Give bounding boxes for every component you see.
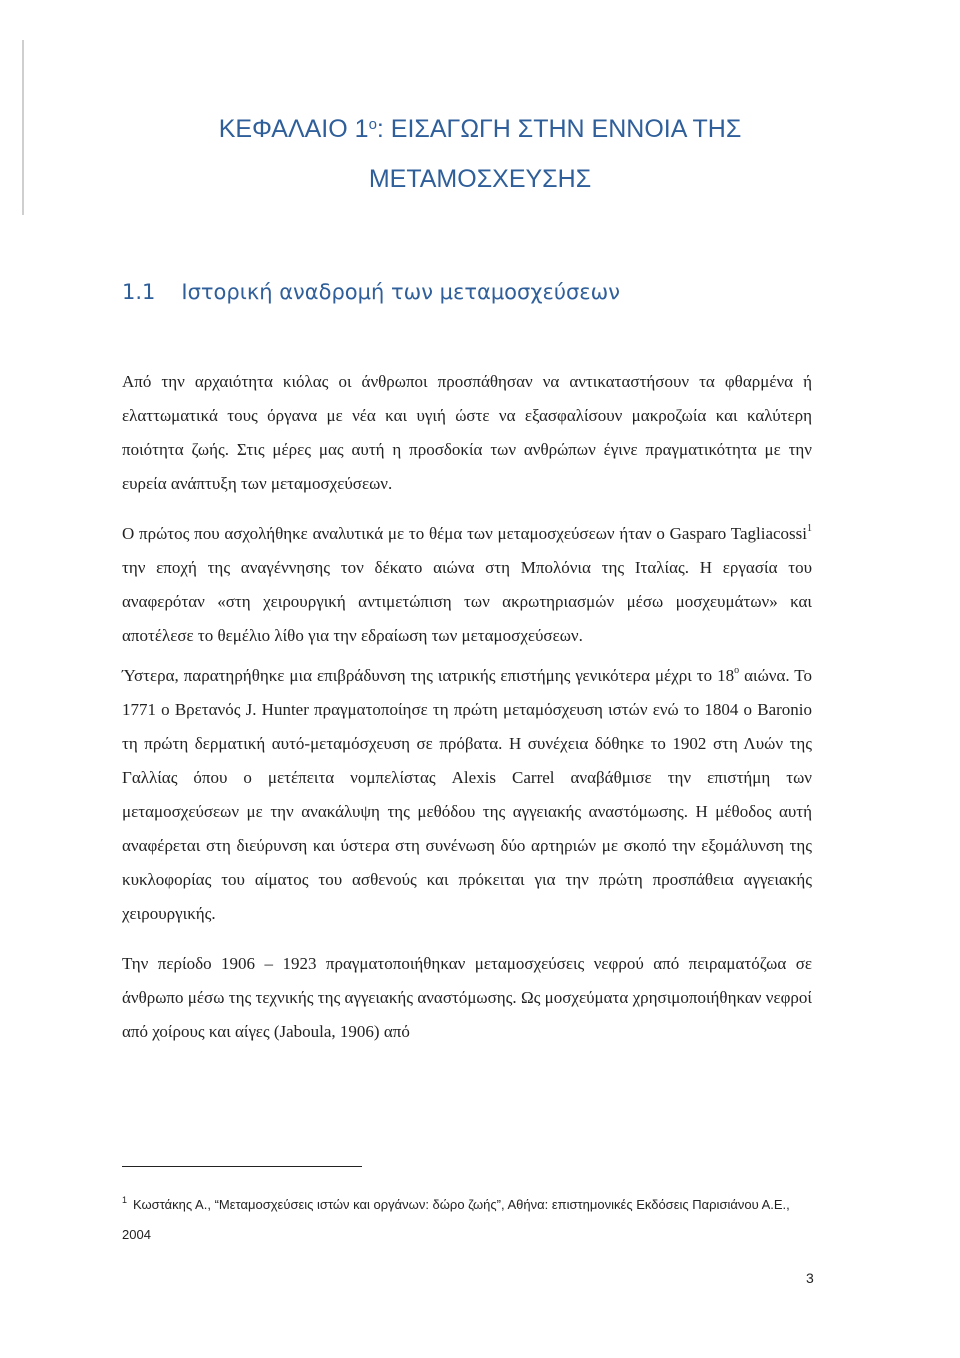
section-heading — [122, 280, 620, 304]
footnote-separator — [122, 1166, 362, 1167]
ordinal-superscript: ο — [734, 665, 740, 676]
footnote-text: Κωστάκης Α., “Μεταμοσχεύσεις ιστών και οργάνων: δώρο ζωής”, Αθήνα: επιστημονικές Εκδόσεις Παρισιάνου Α.Ε., 2004 — [122, 1197, 790, 1242]
chapter-title — [120, 100, 840, 204]
chapter-title-superscript: ο — [368, 116, 377, 133]
section-title: Ιστορική αναδρομή των μεταμοσχεύσεων — [181, 280, 620, 304]
body-text — [122, 365, 812, 1049]
paragraph-2 — [122, 517, 812, 653]
footnote-marker: 1 — [122, 1195, 128, 1205]
section-number: 1.1 — [122, 280, 156, 304]
chapter-title-prefix: ΚΕΦΑΛΑΙΟ 1 — [218, 115, 369, 143]
footnote — [122, 1190, 812, 1250]
paragraph-4: Την περίοδο 1906 – 1923 πραγματοποιήθηκαν μεταμοσχεύσεις νεφρού από πειραματόζωα σε άνθρωπο μέσω της τεχνικής της αγγειακής αναστόμωσης. Ως μοσχεύματα χρησιμοποιήθηκαν νεφροί από χοίρους και αίγες (Jaboula, 1906) από — [122, 954, 812, 1041]
paragraph-1: Από την αρχαιότητα κιόλας οι άνθρωποι προσπάθησαν να αντικαταστήσουν τα φθαρμένα ή ελαττωματικά τους όργανα με νέα και υγιή ώστε να εξασφαλίσουν μακροζωία και καλύτερη ποιότητα ζωής. Στις μέρες μας αυτή η προσδοκία των ανθρώπων έγινε πραγματικότητα με την ευρεία ανάπτυξη των μεταμοσχεύσεων. — [122, 372, 812, 493]
paragraph-2-text-a: Ο πρώτος που ασχολήθηκε αναλυτικά με το θέμα των μεταμοσχεύσεων ήταν ο Gasparo Tagliacossi — [122, 524, 807, 543]
paragraph-3 — [122, 659, 812, 931]
paragraph-3-text-b: αιώνα. Το 1771 ο Βρετανός J. Hunter πραγματοποίησε τη πρώτη μεταμόσχευση ιστών ενώ το 1804 ο Baronio τη πρώτη δερματική αυτό-μεταμόσχευση σε πρόβατα. Η συνέχεια δόθηκε το 1902 στη Λυών της Γαλλίας όπου ο μετέπειτα νομπελίστας Alexis Carrel αναβάθμισε την επιστήμη των μεταμοσχεύσεων με την ανακάλυψη της μεθόδου της αγγειακής αναστόμωσης. Η μέθοδος αυτή αναφέρεται στη διεύρυνση και ύστερα στη συνένωση δύο αρτηριών με σκοπό την εξομάλυνση της κυκλοφορίας του αίματος του ασθενούς και πρόκειται για την πρώτη προσπάθεια αγγειακής χειρουργικής. — [122, 666, 812, 923]
page-number: 3 — [806, 1270, 814, 1286]
paragraph-2-text-b: την εποχή της αναγέννησης τον δέκατο αιώνα στη Μπολόνια της Ιταλίας. Η εργασία του αναφερόταν «στη χειρουργική αντιμετώπιση των ακρωτηριασμών μέσω μοσχευμάτων» και αποτέλεσε το θεμέλιο λίθο για την εδραίωση των μεταμοσχεύσεων. — [122, 558, 812, 645]
footnote-reference[interactable]: 1 — [807, 523, 812, 534]
chapter-title-rest: : ΕΙΣΑΓΩΓΗ ΣΤΗΝ ΕΝΝΟΙΑ ΤΗΣ — [376, 115, 742, 143]
chapter-title-line2: ΜΕΤΑΜΟΣΧΕΥΣΗΣ — [368, 165, 592, 193]
page-edge-line — [22, 40, 24, 215]
paragraph-3-text-a: Ύστερα, παρατηρήθηκε μια επιβράδυνση της ιατρικής επιστήμης γενικότερα μέχρι το 18 — [122, 666, 735, 685]
